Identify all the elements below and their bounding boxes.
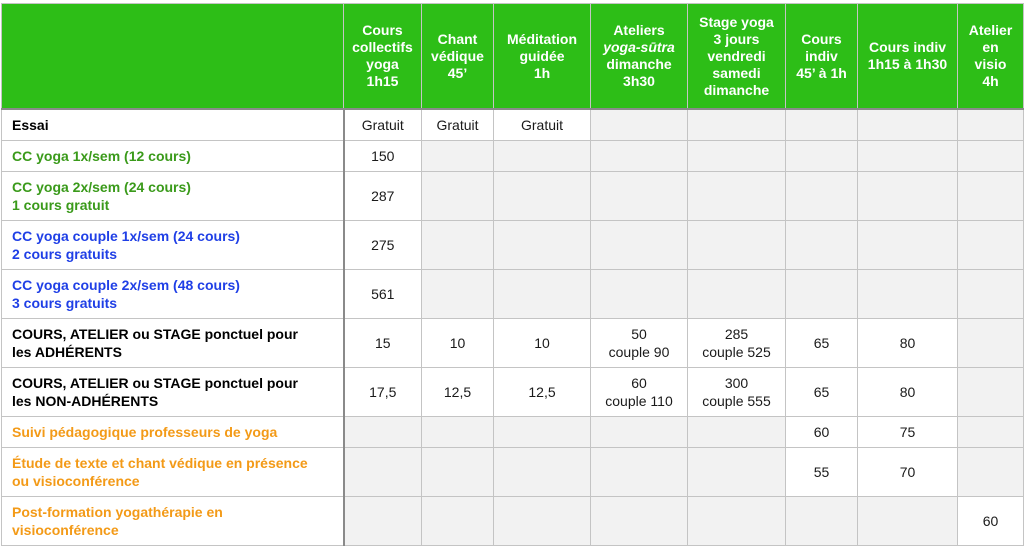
price-cell bbox=[344, 141, 422, 172]
row-label-line: CC yoga couple 1x/sem (24 cours) bbox=[12, 228, 240, 244]
price-value: 80 bbox=[899, 384, 916, 400]
row-label-line: COURS, ATELIER ou STAGE ponctuel pour bbox=[12, 326, 298, 342]
empty-cell bbox=[786, 141, 858, 172]
empty-cell bbox=[786, 172, 858, 221]
price-cell bbox=[344, 172, 422, 221]
table-row bbox=[2, 172, 1024, 221]
empty-cell bbox=[958, 172, 1024, 221]
row-label-line: 2 cours gratuits bbox=[12, 246, 118, 262]
empty-cell bbox=[494, 221, 591, 270]
row-label bbox=[2, 270, 344, 319]
empty-cell bbox=[688, 270, 786, 319]
empty-cell bbox=[958, 221, 1024, 270]
price-cell bbox=[858, 417, 958, 448]
empty-cell bbox=[688, 221, 786, 270]
empty-cell bbox=[958, 417, 1024, 448]
empty-cell bbox=[494, 141, 591, 172]
price-value: couple 555 bbox=[702, 393, 771, 409]
price-cell bbox=[344, 319, 422, 368]
price-value: 80 bbox=[899, 335, 916, 351]
price-cell bbox=[958, 497, 1024, 546]
empty-cell bbox=[344, 417, 422, 448]
header-atelier-visio: Atelier en visio 4h bbox=[958, 4, 1024, 110]
empty-cell bbox=[958, 141, 1024, 172]
price-value: 10 bbox=[449, 335, 466, 351]
empty-cell bbox=[591, 172, 688, 221]
price-value: 60 bbox=[631, 375, 647, 391]
empty-cell bbox=[591, 417, 688, 448]
row-label-line: ou visioconférence bbox=[12, 473, 140, 489]
empty-cell bbox=[494, 497, 591, 546]
header-meditation-guidee: Méditation guidée 1h bbox=[494, 4, 591, 110]
empty-cell bbox=[591, 448, 688, 497]
empty-cell bbox=[494, 172, 591, 221]
table-row bbox=[2, 109, 1024, 141]
empty-cell bbox=[688, 141, 786, 172]
price-cell bbox=[786, 319, 858, 368]
empty-cell bbox=[858, 172, 958, 221]
price-value: 60 bbox=[813, 424, 830, 440]
price-cell bbox=[494, 319, 591, 368]
table-row bbox=[2, 221, 1024, 270]
price-value: couple 110 bbox=[605, 393, 673, 409]
empty-cell bbox=[422, 448, 494, 497]
row-label bbox=[2, 221, 344, 270]
price-cell bbox=[344, 270, 422, 319]
empty-cell bbox=[786, 109, 858, 141]
header-cours-collectifs: Cours collectifs yoga 1h15 bbox=[344, 4, 422, 110]
price-cell bbox=[344, 221, 422, 270]
row-label bbox=[2, 319, 344, 368]
row-label bbox=[2, 368, 344, 417]
row-label-line: CC yoga 1x/sem (12 cours) bbox=[12, 148, 191, 164]
row-label-line: visioconférence bbox=[12, 522, 119, 538]
price-cell bbox=[591, 368, 688, 417]
price-value: 10 bbox=[534, 335, 550, 351]
price-value: 150 bbox=[371, 148, 395, 164]
row-label-line: COURS, ATELIER ou STAGE ponctuel pour bbox=[12, 375, 298, 391]
empty-cell bbox=[958, 319, 1024, 368]
empty-cell bbox=[958, 109, 1024, 141]
price-value: 300 bbox=[724, 375, 749, 391]
price-value: 12,5 bbox=[443, 384, 472, 400]
price-cell bbox=[786, 368, 858, 417]
price-cell bbox=[494, 368, 591, 417]
price-cell bbox=[344, 109, 422, 141]
empty-cell bbox=[422, 172, 494, 221]
table-row bbox=[2, 417, 1024, 448]
price-cell bbox=[786, 417, 858, 448]
price-value: 15 bbox=[374, 335, 391, 351]
row-label bbox=[2, 497, 344, 546]
price-value: 60 bbox=[982, 513, 999, 529]
price-cell bbox=[858, 368, 958, 417]
price-value: 65 bbox=[813, 384, 830, 400]
empty-cell bbox=[591, 109, 688, 141]
price-cell bbox=[688, 368, 786, 417]
row-label-line: les ADHÉRENTS bbox=[12, 344, 122, 360]
price-cell bbox=[858, 319, 958, 368]
table-row bbox=[2, 448, 1024, 497]
pricing-table bbox=[1, 3, 1024, 546]
empty-cell bbox=[344, 497, 422, 546]
empty-cell bbox=[858, 109, 958, 141]
row-label bbox=[2, 448, 344, 497]
empty-cell bbox=[494, 270, 591, 319]
header-cours-indiv-45: Cours indiv 45’ à 1h bbox=[786, 4, 858, 110]
price-cell bbox=[591, 319, 688, 368]
empty-cell bbox=[958, 368, 1024, 417]
header-row bbox=[2, 4, 1024, 110]
empty-cell bbox=[422, 221, 494, 270]
price-value: 287 bbox=[371, 188, 395, 204]
price-value: 561 bbox=[371, 286, 395, 302]
row-label-line: CC yoga 2x/sem (24 cours) bbox=[12, 179, 191, 195]
price-value: Gratuit bbox=[436, 117, 479, 133]
empty-cell bbox=[688, 109, 786, 141]
price-value: 17,5 bbox=[369, 384, 397, 400]
row-label bbox=[2, 141, 344, 172]
price-value: couple 90 bbox=[608, 344, 670, 360]
empty-cell bbox=[422, 497, 494, 546]
row-label-line: Post-formation yogathérapie en bbox=[12, 504, 223, 520]
row-label bbox=[2, 109, 344, 141]
row-label-line: les NON-ADHÉRENTS bbox=[12, 393, 159, 409]
price-cell bbox=[422, 368, 494, 417]
price-cell bbox=[688, 319, 786, 368]
price-value: 55 bbox=[813, 464, 830, 480]
table-row bbox=[2, 368, 1024, 417]
price-cell bbox=[422, 109, 494, 141]
empty-cell bbox=[591, 270, 688, 319]
empty-cell bbox=[422, 270, 494, 319]
row-label bbox=[2, 172, 344, 221]
price-value: 50 bbox=[631, 326, 647, 342]
price-value: couple 525 bbox=[702, 344, 771, 360]
empty-cell bbox=[858, 141, 958, 172]
price-value: 275 bbox=[371, 237, 395, 253]
empty-cell bbox=[422, 417, 494, 448]
empty-cell bbox=[858, 221, 958, 270]
empty-cell bbox=[494, 417, 591, 448]
empty-cell bbox=[688, 497, 786, 546]
table-row bbox=[2, 141, 1024, 172]
price-value: 12,5 bbox=[528, 384, 556, 400]
empty-cell bbox=[422, 141, 494, 172]
empty-cell bbox=[494, 448, 591, 497]
row-label-line: 1 cours gratuit bbox=[12, 197, 110, 213]
table-row bbox=[2, 319, 1024, 368]
empty-cell bbox=[344, 448, 422, 497]
row-label-line: 3 cours gratuits bbox=[12, 295, 118, 311]
empty-cell bbox=[786, 221, 858, 270]
empty-cell bbox=[786, 270, 858, 319]
header-stage-yoga: Stage yoga 3 jours vendredi samedi dimanche bbox=[688, 4, 786, 110]
row-label-line: Étude de texte et chant védique en présence bbox=[12, 455, 308, 471]
price-value: 75 bbox=[899, 424, 916, 440]
price-value: Gratuit bbox=[520, 117, 563, 133]
price-value: 65 bbox=[813, 335, 830, 351]
empty-cell bbox=[958, 270, 1024, 319]
price-cell bbox=[344, 368, 422, 417]
empty-cell bbox=[591, 497, 688, 546]
price-value: 285 bbox=[724, 326, 749, 342]
table-body bbox=[2, 109, 1024, 546]
empty-cell bbox=[688, 417, 786, 448]
row-label-line: Essai bbox=[12, 117, 49, 133]
price-value: Gratuit bbox=[361, 117, 404, 133]
table-row bbox=[2, 270, 1024, 319]
header-ateliers-yoga-sutra: Ateliers yoga-sūtra dimanche 3h30 bbox=[591, 4, 688, 110]
empty-cell bbox=[688, 448, 786, 497]
empty-cell bbox=[591, 141, 688, 172]
empty-cell bbox=[688, 172, 786, 221]
header-corner-cell bbox=[2, 4, 344, 110]
price-cell bbox=[494, 109, 591, 141]
row-label-line: Suivi pédagogique professeurs de yoga bbox=[12, 424, 278, 440]
empty-cell bbox=[591, 221, 688, 270]
empty-cell bbox=[858, 270, 958, 319]
row-label bbox=[2, 417, 344, 448]
empty-cell bbox=[786, 497, 858, 546]
price-cell bbox=[786, 448, 858, 497]
price-cell bbox=[858, 448, 958, 497]
price-cell bbox=[422, 319, 494, 368]
price-value: 70 bbox=[899, 464, 916, 480]
empty-cell bbox=[958, 448, 1024, 497]
empty-cell bbox=[858, 497, 958, 546]
table-row bbox=[2, 497, 1024, 546]
header-cours-indiv-1h15: Cours indiv 1h15 à 1h30 bbox=[858, 4, 958, 110]
row-label-line: CC yoga couple 2x/sem (48 cours) bbox=[12, 277, 240, 293]
header-chant-vedique: Chant védique 45’ bbox=[422, 4, 494, 110]
